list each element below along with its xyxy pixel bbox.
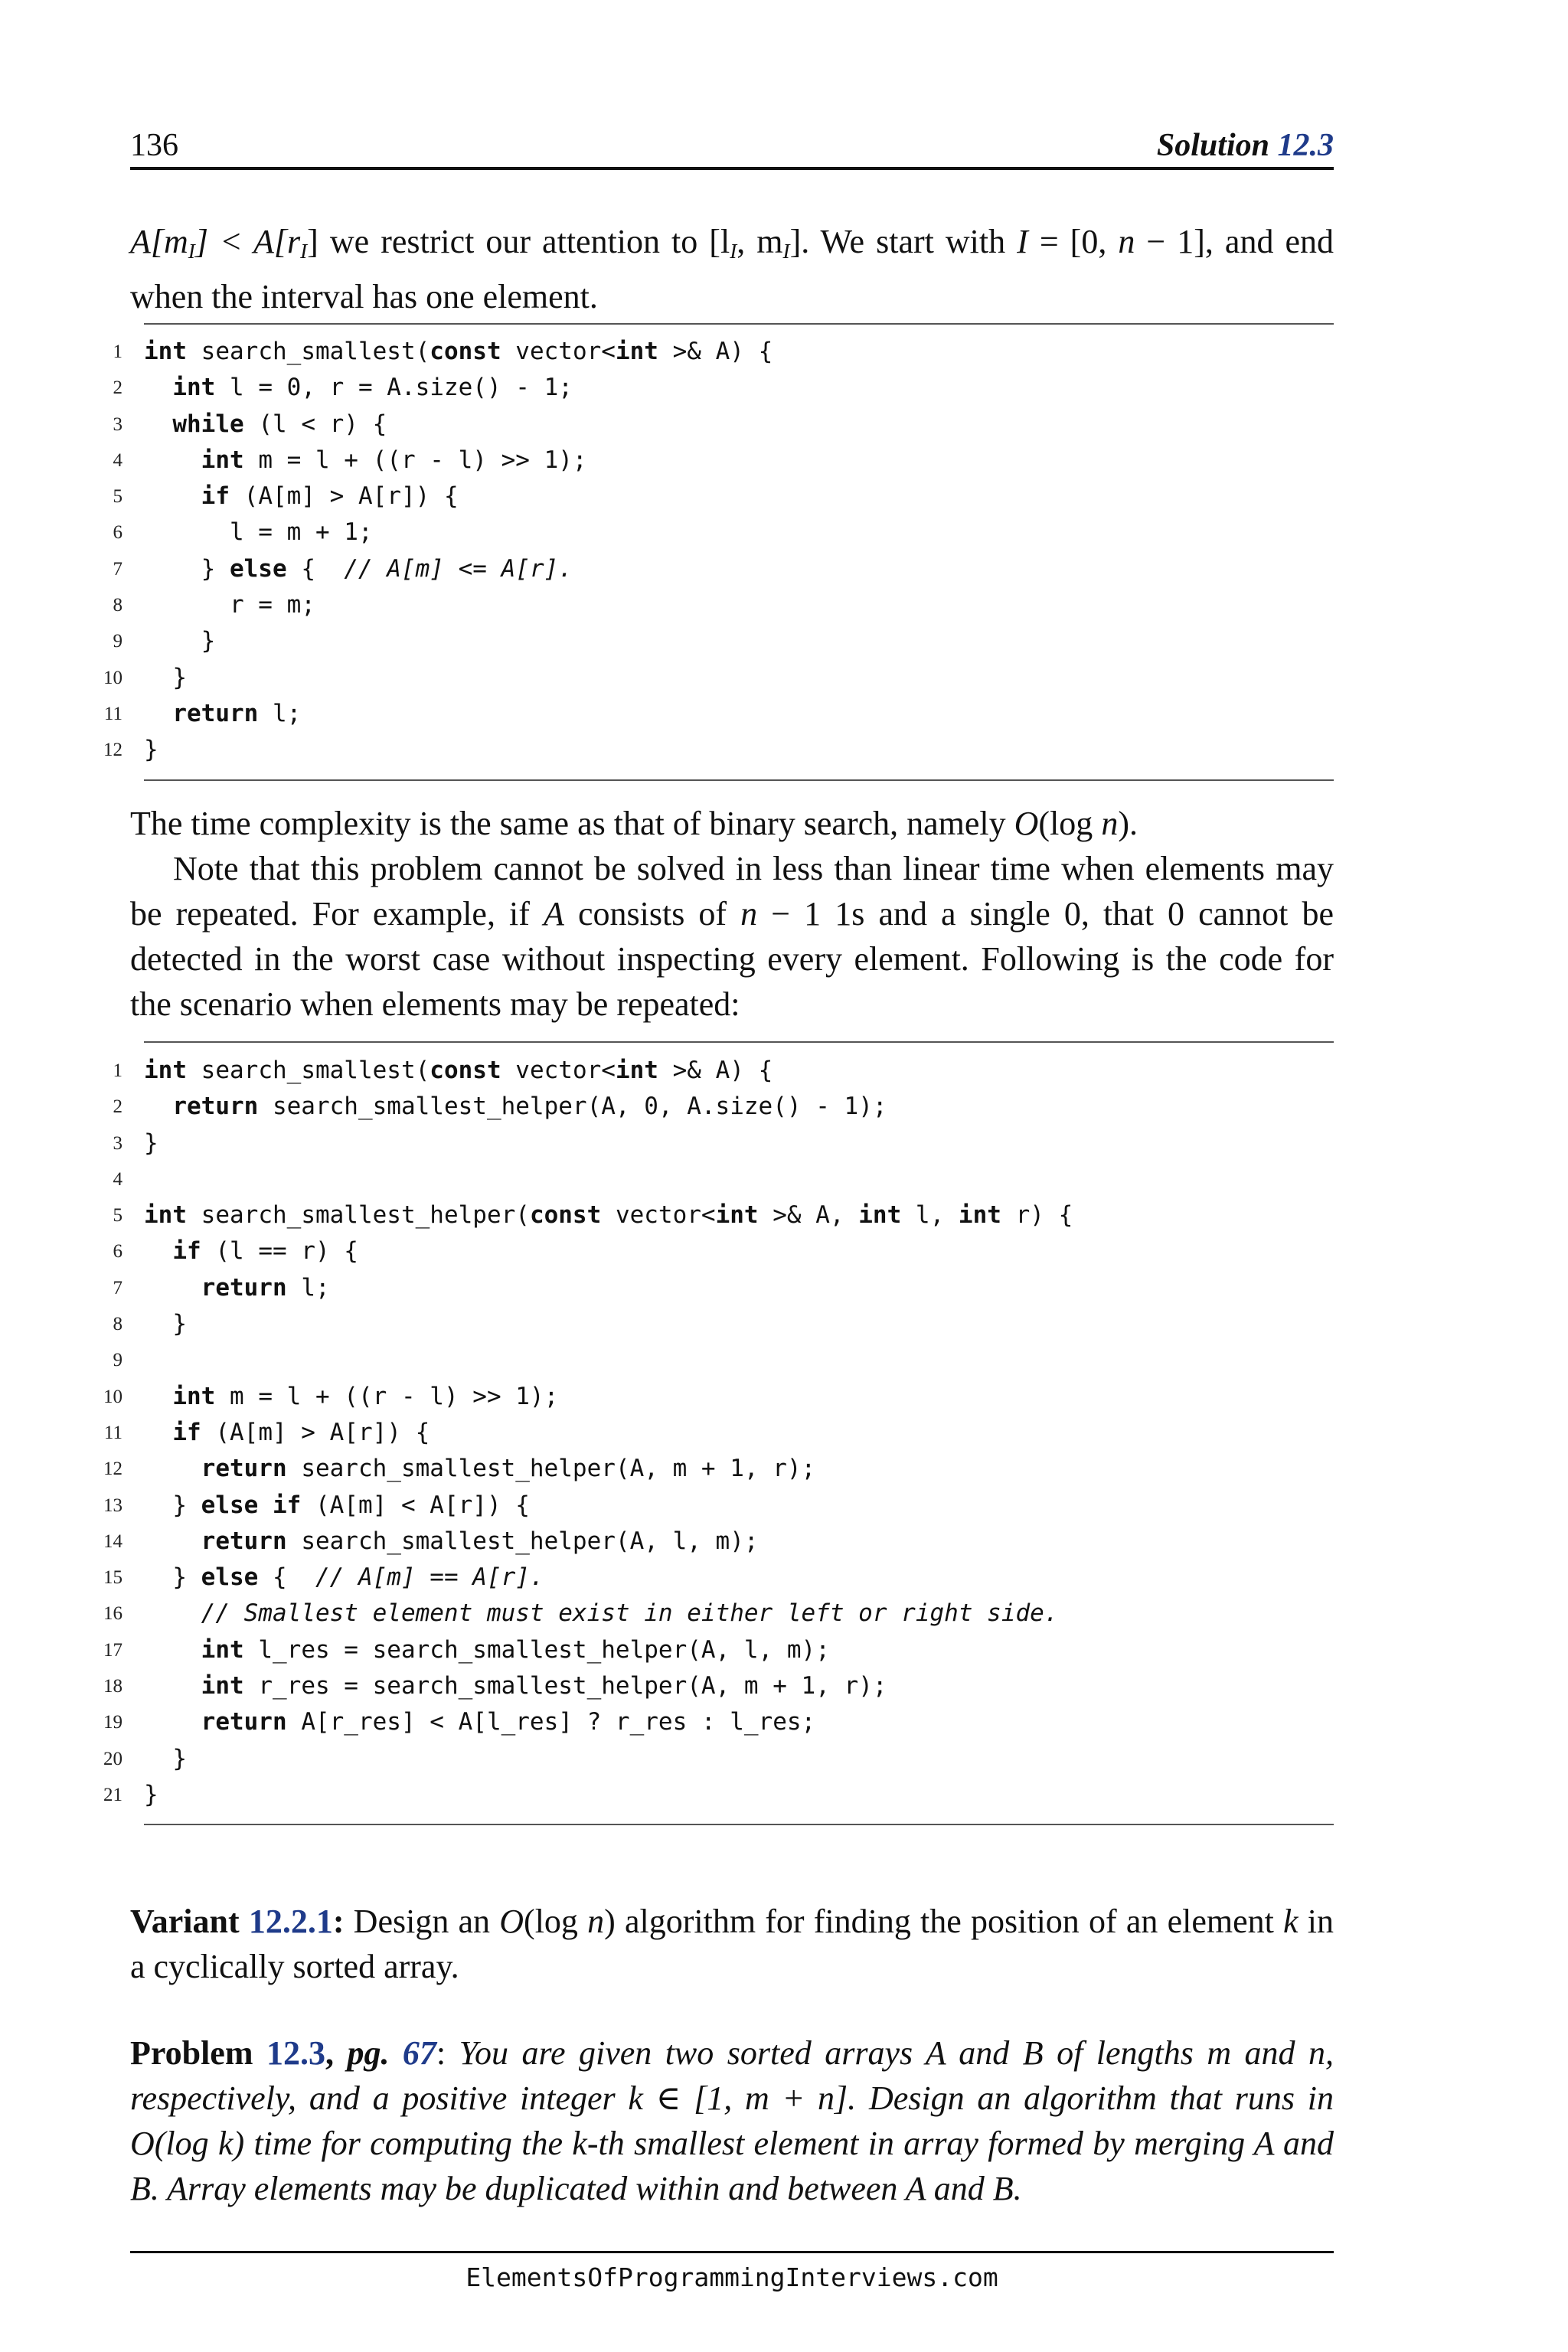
code-line	[103, 1632, 1334, 1668]
code-space	[187, 1057, 201, 1084]
code-token: r_res = search_smallest_helper(A, m + 1, r);	[258, 1672, 887, 1700]
math-n: n	[587, 1903, 605, 1940]
code-keyword: int	[958, 1201, 1001, 1230]
code-token	[144, 1672, 201, 1700]
code-token: }	[144, 554, 230, 583]
line-number-text: 8	[113, 595, 122, 616]
line-number-text: 15	[103, 1567, 122, 1589]
code-line	[103, 1451, 1334, 1487]
repeated-text-2: consists of	[564, 895, 741, 933]
code-text	[144, 1197, 1073, 1233]
code-token	[144, 1599, 201, 1627]
code-block-1-top-rule	[144, 323, 1334, 325]
code-token	[144, 374, 172, 401]
code-token	[144, 446, 201, 474]
code-line	[113, 514, 1334, 550]
repeated-elements-paragraph	[130, 846, 1334, 1027]
code-token: search_smallest_helper(A, l, m);	[301, 1527, 759, 1555]
code-text	[144, 623, 215, 659]
code-line	[103, 660, 1334, 696]
code-line	[103, 732, 1334, 768]
math-n: n	[740, 895, 758, 933]
code-line	[103, 1379, 1334, 1415]
code-token: search_smallest_helper(A, 0, A.size() - 1);	[272, 1093, 887, 1121]
code-token: >& A) {	[672, 1057, 773, 1084]
math-o: O	[499, 1903, 524, 1940]
code-text	[144, 1488, 530, 1524]
sub-i: I	[782, 239, 790, 263]
code-space	[215, 374, 230, 401]
code-space	[658, 338, 673, 365]
variant-label: Variant	[130, 1903, 240, 1940]
code-keyword: return	[201, 1455, 287, 1483]
code-line	[113, 1233, 1334, 1269]
code-token: l = 0, r = A.size() - 1;	[230, 374, 573, 402]
problem-comma: ,	[325, 2034, 334, 2072]
code-space	[287, 1708, 302, 1736]
code-token	[144, 1237, 172, 1265]
code-token	[144, 1455, 201, 1482]
code-text	[144, 1451, 815, 1487]
intro-paragraph	[130, 219, 1334, 319]
problem-label: Problem	[130, 2034, 253, 2072]
code-keyword: int	[615, 338, 658, 365]
code-keyword: if	[172, 1418, 201, 1446]
code-token: }	[144, 736, 158, 764]
code-text	[144, 1053, 773, 1089]
footer-site[interactable]: ElementsOfProgrammingInterviews.com	[466, 2262, 998, 2292]
problem-pg-label: pg.	[347, 2034, 390, 2072]
header-rule	[130, 167, 1334, 170]
code-keyword: return	[201, 1527, 287, 1555]
code-space	[501, 338, 516, 365]
code-token: search_smallest_helper(	[201, 1201, 530, 1230]
code-space	[759, 1201, 773, 1229]
code-token: {	[301, 554, 345, 583]
line-number-text: 10	[103, 667, 122, 688]
code-block-2-top-rule	[144, 1041, 1334, 1043]
code-token: vector<	[615, 1201, 716, 1230]
problem-text-1: You are given two sorted arrays A and B of lengths m and n, respectively, and a positive integer k ∈ [1, m + n]. Design an algorithm that runs in	[130, 2034, 1334, 2117]
line-number-text: 8	[113, 1314, 122, 1335]
code-keyword: int	[201, 1672, 244, 1700]
code-text	[144, 1379, 558, 1415]
solution-heading	[1157, 127, 1334, 164]
intro-text-2: , m	[737, 223, 783, 260]
problem-ref-link[interactable]: 12.3	[266, 2034, 325, 2072]
code-line	[113, 1089, 1334, 1125]
math-a: A	[544, 895, 564, 933]
code-token: >& A) {	[672, 338, 773, 365]
code-line	[113, 1270, 1334, 1306]
code-token	[144, 410, 172, 438]
line-number-text: 7	[113, 558, 122, 580]
code-token: l = m + 1;	[144, 518, 373, 547]
line-number-text: 16	[103, 1603, 122, 1625]
code-line	[113, 1342, 1334, 1378]
code-space	[258, 1093, 273, 1120]
code-text	[144, 1632, 830, 1668]
code-keyword: int	[144, 338, 187, 365]
line-number-text: 7	[113, 1277, 122, 1298]
code-token: search_smallest_helper(A, m + 1, r);	[301, 1455, 816, 1483]
code-token: r = m;	[144, 591, 315, 619]
code-keyword: int	[715, 1201, 759, 1230]
code-space	[258, 1563, 273, 1591]
line-number-text: 9	[113, 631, 122, 652]
code-space	[244, 1672, 259, 1700]
code-line	[103, 1704, 1334, 1740]
math-a-m: A[m	[130, 223, 188, 260]
code-space	[601, 1201, 616, 1229]
code-line	[103, 1560, 1334, 1596]
code-token: }	[144, 663, 187, 691]
problem-page-link[interactable]: 67	[402, 2034, 436, 2072]
math-i: I	[1017, 223, 1028, 260]
line-number-text: 18	[103, 1676, 122, 1697]
code-keyword: if	[201, 482, 230, 511]
code-line	[113, 1053, 1334, 1089]
code-space	[244, 410, 259, 438]
code-token	[144, 1383, 172, 1410]
code-space	[215, 1383, 230, 1410]
code-token	[144, 1636, 201, 1664]
code-keyword: int	[201, 446, 244, 474]
code-keyword: int	[172, 374, 216, 402]
code-token: l,	[915, 1201, 959, 1230]
code-space	[258, 700, 273, 727]
code-line	[113, 1306, 1334, 1342]
code-text	[144, 1306, 187, 1342]
code-keyword: if	[172, 1237, 201, 1266]
code-line	[103, 1524, 1334, 1560]
code-token	[144, 1708, 201, 1736]
code-line	[103, 1488, 1334, 1524]
footer-rule	[130, 2251, 1334, 2253]
code-line	[113, 443, 1334, 479]
code-token: A[r_res] < A[l_res] ? r_res : l_res;	[301, 1708, 816, 1736]
line-number-text: 9	[113, 1350, 122, 1371]
code-token	[144, 1274, 201, 1302]
line-number-text: 6	[113, 522, 122, 544]
code-token: (l < r) {	[258, 410, 387, 438]
code-text	[144, 479, 459, 514]
complexity-text-3: ).	[1118, 805, 1138, 842]
code-keyword: const	[529, 1201, 602, 1230]
code-comment: // A[m] == A[r].	[315, 1563, 544, 1592]
code-text	[144, 1089, 887, 1125]
code-space	[244, 446, 259, 474]
code-keyword: return	[172, 1093, 259, 1121]
code-token: vector<	[515, 1057, 616, 1084]
repeated-text-3: − 1 1s and a single 0, that 0 cannot be detected in the worst case without inspecting every element. Following is the code for the scenario when elements may be repeated:	[130, 895, 1334, 1023]
line-number-text: 21	[103, 1784, 122, 1805]
code-block-1-bottom-rule	[144, 779, 1334, 781]
code-line	[113, 1197, 1334, 1233]
code-keyword: int	[144, 1201, 187, 1230]
line-number-text: 13	[103, 1494, 122, 1516]
code-token: }	[144, 1310, 187, 1338]
code-token: {	[272, 1563, 315, 1592]
math-k: k	[1283, 1903, 1298, 1940]
code-line	[113, 407, 1334, 443]
code-text	[144, 1704, 815, 1740]
variant-text-3: ) algorithm for finding the position of an element	[604, 1903, 1284, 1940]
code-text	[144, 1524, 759, 1560]
code-text	[144, 1125, 158, 1161]
code-comment: // Smallest element must exist in either left or right side.	[201, 1599, 1059, 1628]
code-token: >& A,	[773, 1201, 859, 1230]
code-keyword: int	[172, 1382, 216, 1410]
code-space	[287, 555, 302, 583]
intro-text-5: − 1], and end when the interval has one element.	[130, 223, 1334, 315]
code-keyword: int	[201, 1635, 244, 1664]
code-block-1	[103, 334, 1334, 769]
code-token: search_smallest(	[201, 1057, 430, 1084]
code-keyword: int	[144, 1057, 187, 1084]
line-number-text: 12	[103, 740, 122, 761]
line-number-text: 3	[113, 1132, 122, 1154]
code-line	[103, 1415, 1334, 1451]
line-number-text: 20	[103, 1748, 122, 1769]
variant-ref-link[interactable]: 12.2.1	[248, 1903, 333, 1940]
code-token: (l == r) {	[215, 1237, 358, 1266]
line-number-text: 1	[113, 341, 122, 362]
code-token: (A[m] < A[r]) {	[315, 1491, 530, 1519]
line-number-text: 1	[113, 1060, 122, 1081]
code-token: r) {	[1015, 1201, 1073, 1230]
code-line	[103, 1777, 1334, 1813]
code-comment: // A[m] <= A[r].	[344, 554, 573, 583]
problem-text-2: (log k) time for computing the k-th smallest element in array formed by merging A and B. Array elements may be duplicated within and between A and B.	[130, 2125, 1334, 2207]
line-number-text: 4	[113, 1168, 122, 1190]
code-token: }	[144, 1744, 187, 1772]
code-line	[113, 1161, 1334, 1197]
problem-colon: :	[436, 2034, 446, 2072]
code-token	[144, 1419, 172, 1446]
code-token	[144, 1527, 201, 1555]
line-number-text: 10	[103, 1386, 122, 1407]
solution-prefix: Solution	[1156, 128, 1269, 163]
line-number-text: 5	[113, 486, 122, 508]
code-text	[144, 407, 387, 443]
code-space	[187, 1201, 201, 1229]
code-text	[144, 660, 187, 696]
code-space	[301, 1491, 315, 1519]
complexity-text-1: The time complexity is the same as that of binary search, namely	[130, 805, 1014, 842]
code-token: }	[144, 1563, 201, 1592]
code-text	[144, 334, 773, 370]
sub-i: I	[188, 239, 195, 263]
code-keyword: const	[430, 1057, 501, 1084]
repeated-text-1: Note that this problem cannot be solved in less than linear time when elements may be repeated. For example, if	[130, 850, 1334, 933]
line-number-text: 12	[103, 1459, 122, 1480]
code-text	[144, 696, 301, 732]
code-line	[113, 479, 1334, 514]
code-text	[144, 1777, 158, 1813]
code-keyword: const	[430, 338, 501, 365]
code-keyword: return	[172, 699, 259, 727]
math-o: O	[130, 2125, 155, 2162]
code-token: l;	[272, 699, 302, 727]
code-text	[144, 551, 573, 587]
math-a-r: ] < A[r	[194, 223, 301, 260]
code-keyword: return	[201, 1708, 287, 1736]
code-token: m = l + ((r - l) >> 1);	[230, 1382, 559, 1410]
variant-text-2: (log	[524, 1903, 588, 1940]
code-space	[201, 1419, 216, 1446]
code-token	[144, 700, 172, 727]
code-text	[144, 587, 315, 623]
code-keyword: int	[858, 1201, 902, 1230]
code-token: (A[m] > A[r]) {	[243, 482, 459, 511]
code-keyword: else	[201, 1563, 259, 1592]
variant-text-1: Design an	[344, 1903, 500, 1940]
line-number-text: 17	[103, 1639, 122, 1661]
intro-text-3: ]. We start with	[789, 223, 1018, 260]
code-text	[144, 1596, 1058, 1632]
code-token: }	[144, 1491, 201, 1519]
code-keyword: else	[229, 554, 287, 583]
code-space	[1001, 1201, 1016, 1229]
code-text	[144, 443, 587, 479]
code-token: }	[144, 1780, 158, 1808]
code-space	[287, 1455, 302, 1482]
intro-text-1: ] we restrict our attention to [l	[307, 223, 730, 260]
code-text	[144, 1560, 544, 1596]
code-line	[103, 1741, 1334, 1777]
line-number-text: 14	[103, 1530, 122, 1552]
sub-i: I	[300, 239, 308, 263]
code-keyword: while	[172, 410, 244, 438]
code-space	[501, 1057, 516, 1084]
code-line	[113, 587, 1334, 623]
code-line	[103, 1668, 1334, 1704]
code-token: }	[144, 627, 216, 655]
code-keyword: else if	[201, 1491, 302, 1519]
code-space	[901, 1201, 916, 1229]
code-token: l;	[301, 1273, 330, 1302]
code-line	[113, 623, 1334, 659]
code-block-2-bottom-rule	[144, 1824, 1334, 1825]
code-token: l_res = search_smallest_helper(A, l, m);	[258, 1635, 830, 1664]
code-token	[144, 1093, 172, 1120]
variant-paragraph	[130, 1899, 1334, 1989]
code-text	[144, 370, 573, 406]
code-line	[103, 1596, 1334, 1632]
code-space	[287, 1527, 302, 1555]
code-token: }	[144, 1129, 158, 1157]
line-number-text: 3	[113, 413, 122, 435]
code-token: (A[m] > A[r]) {	[215, 1418, 430, 1446]
code-space	[287, 1274, 302, 1302]
code-line	[113, 334, 1334, 370]
complexity-text-2: (log	[1038, 805, 1102, 842]
page-number: 136	[130, 128, 178, 163]
code-line	[113, 370, 1334, 406]
code-keyword: return	[201, 1273, 287, 1302]
code-keyword: int	[615, 1057, 658, 1084]
code-space	[244, 1636, 259, 1664]
code-text	[144, 732, 158, 768]
code-token	[144, 482, 201, 510]
code-text	[144, 1741, 187, 1777]
code-text	[144, 1415, 430, 1451]
line-number-text: 11	[103, 703, 122, 724]
complexity-paragraph	[130, 801, 1334, 846]
problem-paragraph	[130, 2030, 1334, 2211]
code-line	[113, 551, 1334, 587]
code-text	[144, 1233, 358, 1269]
code-text	[144, 1270, 330, 1306]
code-line	[103, 696, 1334, 732]
code-space	[230, 482, 244, 510]
math-n: n	[1118, 223, 1135, 260]
code-token: search_smallest(	[201, 338, 430, 365]
sub-i: I	[730, 239, 737, 263]
math-o: O	[1014, 805, 1039, 842]
line-number-text: 19	[103, 1712, 122, 1733]
line-number-text: 11	[103, 1422, 122, 1443]
code-space	[201, 1237, 216, 1265]
line-number-text: 4	[113, 449, 122, 471]
code-block-2	[103, 1053, 1334, 1813]
line-number-text: 5	[113, 1205, 122, 1227]
solution-ref-link[interactable]: 12.3	[1277, 128, 1334, 163]
code-text	[144, 1668, 887, 1704]
code-text	[144, 514, 373, 550]
code-token: vector<	[515, 338, 616, 365]
page	[103, 0, 1334, 2352]
code-space	[187, 338, 201, 365]
variant-colon: :	[332, 1903, 345, 1940]
code-line	[113, 1125, 1334, 1161]
math-n: n	[1101, 805, 1119, 842]
intro-text-4: = [0,	[1027, 223, 1119, 260]
line-number-text: 2	[113, 1096, 122, 1118]
variant-text-4: in a cyclically sorted array.	[130, 1903, 1334, 1985]
code-space	[658, 1057, 673, 1084]
running-header	[130, 122, 1334, 165]
code-token: m = l + ((r - l) >> 1);	[258, 446, 587, 474]
line-number-text: 2	[113, 377, 122, 399]
line-number-text: 6	[113, 1241, 122, 1263]
